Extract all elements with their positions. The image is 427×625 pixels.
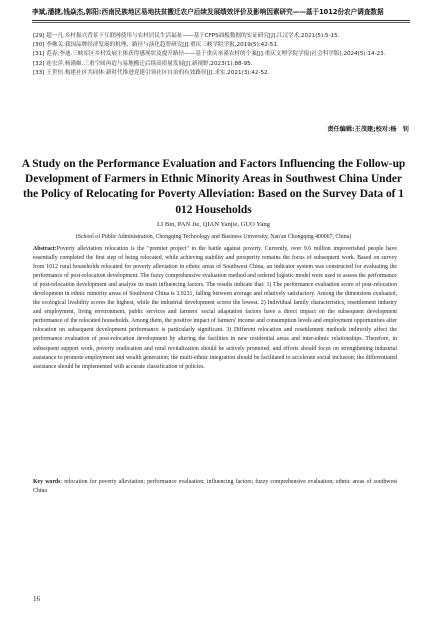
header-rule-thin — [32, 22, 410, 23]
reference-list — [33, 32, 405, 78]
editor-credits: 责任编辑:王茂建;校对:杨 钊 — [327, 126, 409, 133]
running-header: 李斌,潘捷,钱焱杰,郭阳:西南民族地区易地扶贫搬迁农户后续发展绩效评价及影响因素研究——基于1012份农户调查数据 — [32, 8, 384, 16]
reference-item: [33] 王世恒.构建社区共同体:新时代推进党建引领社区自治的有效路径[J].求实,2021(3):42-52. — [33, 69, 270, 76]
header-rule — [32, 20, 410, 21]
affiliation: (School of Public Administration, Chongqing Technology and Business University, Nan'an Chongqing 400067, China) — [75, 234, 352, 240]
keywords-text: : relocation for poverty alleviation; performance evaluation; influencing factors; fuzzy comprehensive evaluation; ethnic areas of southwest China — [33, 479, 397, 495]
reference-item: [31] 范春,李迪.三峡库区乡村发展主体获得感现状及提升路径——基于重庆巫溪农村的个案[J].重庆文理学院学报(社会科学版),2024(5):14-23. — [33, 51, 386, 58]
abstract-text: Poverty alleviation relocation is the "premier project" in the battle against poverty. Currently, over 9.6 million impoverished people have essentially completed the first step of being relocated, while achieving stability and prosperity remains the focus of subsequent work. Based on survey from 1012 rural households relocated for poverty alleviation in ethnic areas of Southwest China, an indicator system was constructed for evaluating the performance of post-relocation development. The fuzzy comprehensive evaluation method and ordered logistic model were used to assess the performance of post-relocation development and analyze its main influencing factors. The results indicate that: 1) The performance evaluation score of post-relocation development in ethnic minority areas of Southwest China is 3.9231, falling between average and relatively satisfactory. Among the dimensions evaluated, the ecological livability scores the highest, while the industrial development scores the lowest. 2) Individual family characteristics, resettlement industry and employment, living environment, public services and farmers' social adaptation factors have a direct impact on the subsequent development performance of the relocated households. Among them, the positive impact of farmers' income and consumption levels and employment opportunities after relocation on subsequent development performance is particularly significant. 3) Different relocation and resettlement methods indirectly affect the performance evaluation of post-relocation development by altering the facilities in new residential areas and inter-ethnic relationships. Therefore, in subsequent support work, poverty eradication and rural revitalization should be actively promoted, and efforts should focus on strengthening industrial assistance to promote employment and wealth generation; the multi-ethnic integration should be facilitated to accelerate social inclusion; the differentiated assistance should be implemented with accurate classification of policies. — [33, 246, 397, 370]
author-list: LI Bin, PAN Jie, QIAN Yanjie, GUO Yang — [157, 221, 270, 228]
article-title: A Study on the Performance Evaluation and Factors Influencing the Follow-up Development of Farmers in Ethnic Minority Areas in Southwest China Under the Policy of Relocating for Poverty Alleviation: Based on the Survey Data of 1 012 Households — [21, 158, 406, 216]
reference-item: [32] 连宏萍,杨谨頔.三重空间再造与易地搬迁后续高质量发展[J].新视野,2023(1):88-95. — [33, 60, 253, 67]
page-number: 16 — [33, 595, 40, 603]
keywords-label: Key words — [33, 479, 61, 485]
abstract-label: Abstract: — [33, 246, 57, 252]
reference-item: [30] 李佛关.我国品牌经济发展的机理、路径与演化趋势研究[J].重庆三峡学院学报,2019(5):42-51. — [33, 42, 279, 49]
abstract — [33, 245, 397, 372]
reference-item: [29] 超一凡.乡村振兴背景下互联网使用与农村居民生活福祉——基于CFPS面板数据的实证研究[J].江汉学术,2021(5):5-15. — [33, 33, 340, 39]
keywords — [33, 478, 397, 496]
